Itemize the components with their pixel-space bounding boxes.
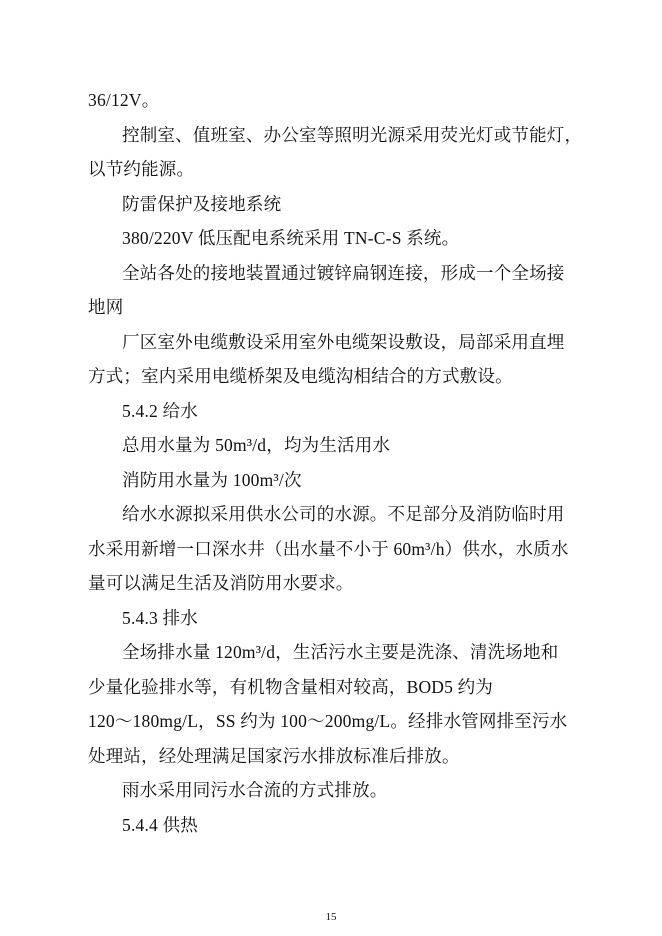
text-line-continuation: 处理站，经处理满足国家污水排放标准后排放。 <box>88 745 460 766</box>
text-line-continuation: 以节约能源。 <box>88 159 195 179</box>
paragraph-cable-laying: 厂区室外电缆敷设采用室外电缆架设敷设，局部采用直埋 <box>122 331 565 352</box>
section-heading-heating: 5.4.4 供热 <box>122 814 198 835</box>
paragraph-lighting: 控制室、值班室、办公室等照明光源采用荧光灯或节能灯， <box>122 124 583 145</box>
text-line-continuation: 量可以满足生活及消防用水要求。 <box>88 573 354 593</box>
section-heading-drainage: 5.4.3 排水 <box>122 607 198 628</box>
paragraph-fire-water: 消防用水量为 100m³/次 <box>122 469 302 490</box>
page-number: 15 <box>325 911 337 923</box>
section-heading-water-supply: 5.4.2 给水 <box>122 400 198 421</box>
text-line-continuation: 36/12V。 <box>88 90 160 110</box>
paragraph-grounding: 全站各处的接地装置通过镀锌扁钢连接，形成一个全场接 <box>122 262 565 283</box>
paragraph-water-source: 给水水源拟采用供水公司的水源。不足部分及消防临时用 <box>122 504 565 524</box>
paragraph-distribution-system: 380/220V 低压配电系统采用 TN-C-S 系统。 <box>122 228 460 248</box>
paragraph-total-water: 总用水量为 50m³/d，均为生活用水 <box>122 435 391 455</box>
paragraph-rainwater: 雨水采用同污水合流的方式排放。 <box>122 780 388 800</box>
text-line-continuation: 方式；室内采用电缆桥架及电缆沟相结合的方式敷设。 <box>88 366 513 386</box>
text-line-continuation: 地网 <box>88 297 124 317</box>
text-line-continuation: 少量化验排水等，有机物含量相对较高，BOD5 约为 <box>88 676 494 697</box>
heading-lightning-grounding: 防雷保护及接地系统 <box>122 193 282 214</box>
text-line-continuation: 水采用新增一口深水井（出水量不小于 60m³/h）供水，水质水 <box>88 538 569 559</box>
body-text <box>88 83 588 842</box>
text-line-continuation: 120～180mg/L，SS 约为 100～200mg/L。经排水管网排至污水 <box>88 711 568 731</box>
paragraph-drainage-volume: 全场排水量 120m³/d，生活污水主要是洗涤、清洗场地和 <box>122 642 559 662</box>
